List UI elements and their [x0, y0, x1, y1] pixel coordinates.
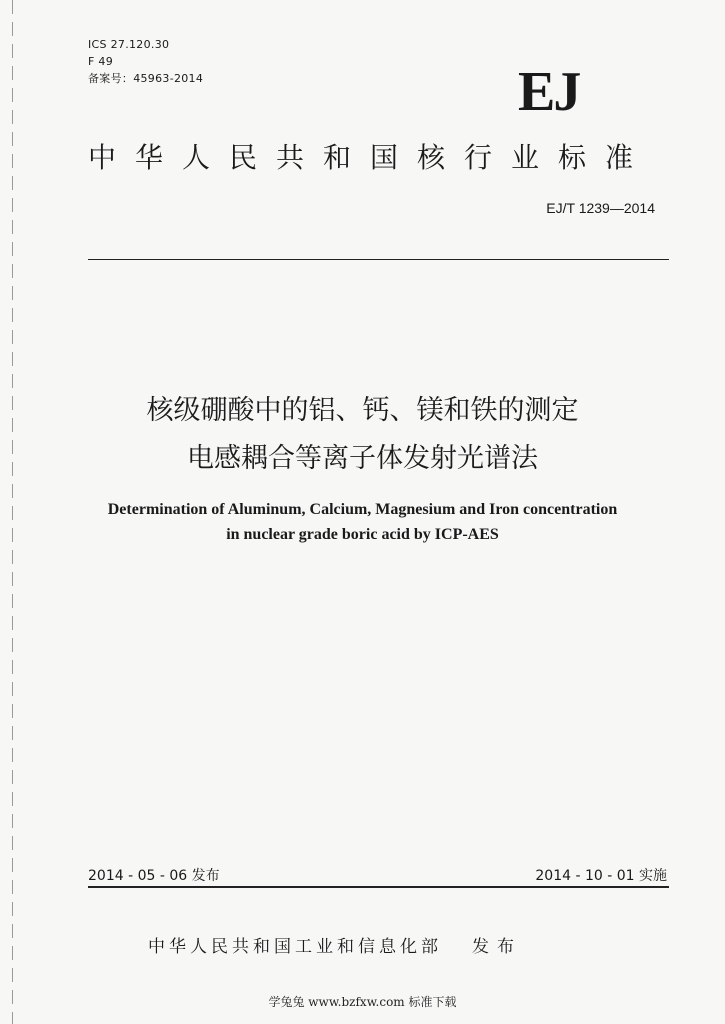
issuer-line — [148, 932, 522, 957]
standard-number: EJ/T 1239—2014 — [546, 200, 655, 216]
implementation-date: 2014 - 10 - 01 实施 — [535, 868, 667, 884]
title-chinese-line2: 电感耦合等离子体发射光谱法 — [187, 443, 538, 474]
title-english-line2: in nuclear grade boric acid by ICP-AES — [226, 526, 499, 543]
title-chinese-line1: 核级硼酸中的铝、钙、镁和铁的测定 — [146, 395, 579, 426]
ej-logo: EJ — [518, 61, 580, 123]
record-number: 备案号：45963-2014 — [88, 72, 204, 85]
ics-code: ICS 27.120.30 — [88, 38, 170, 51]
issuer-action: 发布 — [472, 937, 522, 957]
title-english-line1: Determination of Aluminum, Calcium, Magnesium and Iron concentration — [107, 501, 618, 518]
footer-divider — [88, 886, 669, 888]
watermark-text: 学兔兔 www.bzfxw.com 标准下载 — [268, 995, 457, 1009]
header-divider — [88, 259, 669, 260]
issuer-name: 中华人民共和国工业和信息化部 — [148, 937, 442, 957]
standard-type-heading: 中华人民共和国核行业标准 — [88, 141, 653, 174]
meta-block — [88, 36, 203, 87]
classification-code: F 49 — [88, 55, 114, 68]
issue-date: 2014 - 05 - 06 发布 — [88, 868, 220, 884]
